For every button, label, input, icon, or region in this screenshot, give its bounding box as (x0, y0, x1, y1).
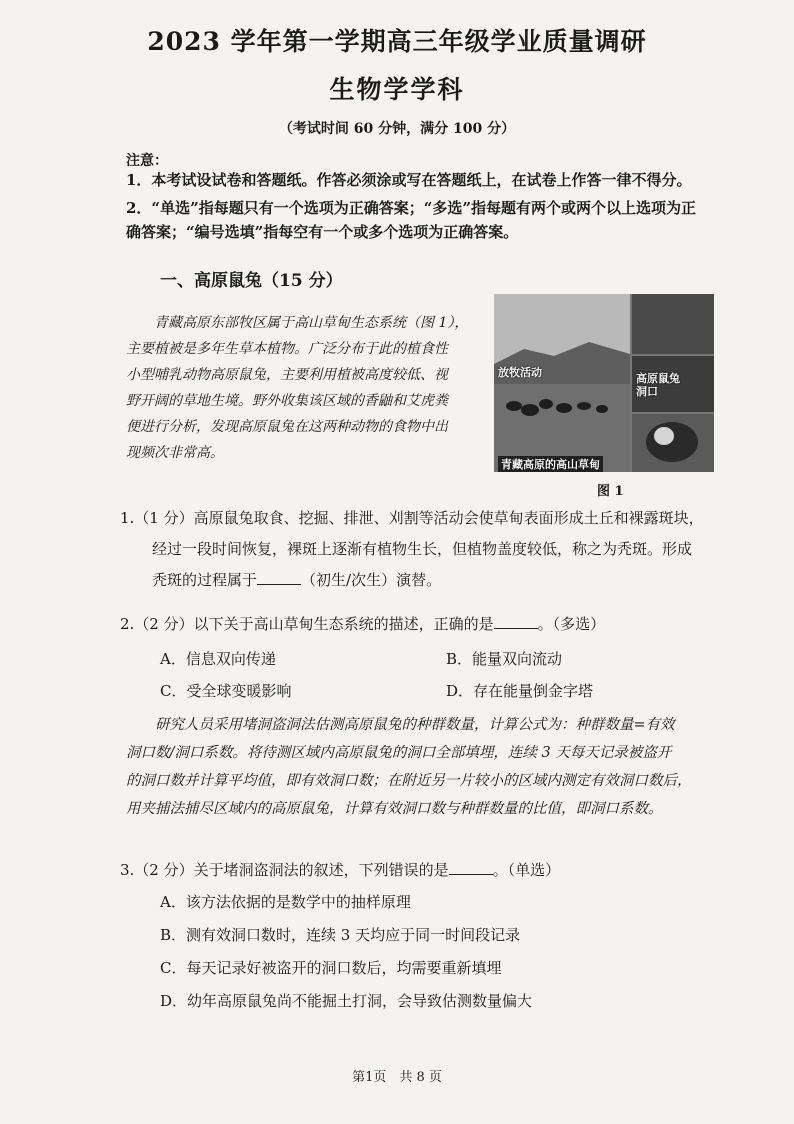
section-title: 一、高原鼠兔（15 分） (160, 271, 343, 291)
q2-answer-blank[interactable] (494, 612, 538, 629)
figure-1-photo (494, 294, 714, 472)
label-meadow: 青藏高原的高山草甸 (498, 456, 603, 472)
q3-option-d: D．幼年高原鼠兔尚不能掘土打洞，会导致估测数量偏大 (160, 992, 533, 1010)
q3-option-c: C．每天记录好被盗开的洞口数后，均需要重新填埋 (160, 959, 502, 977)
q2-option-c: C．受全球变暖影响 (160, 682, 292, 700)
method-line-3: 的洞口数并计算平均值，即有效洞口数；在附近另一片较小的区域内测定有效洞口数后， (126, 773, 692, 789)
method-line-1: 研究人员采用堵洞盗洞法估测高原鼠兔的种群数量，计算公式为：种群数量=有效 (155, 717, 675, 733)
label-grazing: 放牧活动 (498, 366, 542, 379)
notice-item-2-line1: 2．“单选”指每题只有一个选项为正确答案；“多选”指每题有两个或两个以上选项为正 (126, 199, 696, 217)
q1-line-3 (152, 565, 441, 595)
figure-1-caption: 图 1 (597, 484, 624, 499)
notice-item-2-line2: 确答案；“编号选填”指每空有一个或多个选项为正确答案。 (126, 223, 519, 241)
notice-heading: 注意： (126, 153, 168, 169)
q2-option-b: B．能量双向流动 (446, 650, 563, 668)
intro-line-2: 主要植被是多年生草本植物。广泛分布于此的植食性 (126, 341, 448, 357)
q3-option-b: B．测有效洞口数时，连续 3 天均应于同一时间段记录 (160, 926, 521, 944)
exam-info: （考试时间 60 分钟，满分 100 分） (278, 121, 516, 137)
q3-stem-pre: 3.（2 分）关于堵洞盗洞法的叙述，下列错误的是 (120, 861, 449, 879)
q1-line-1: 1.（1 分）高原鼠兔取食、挖掘、排泄、刈割等活动会使草甸表面形成土丘和裸露斑块， (120, 509, 704, 527)
intro-line-4: 野开阔的草地生境。野外收集该区域的香鼬和艾虎粪 (126, 393, 448, 409)
q3-answer-blank[interactable] (449, 858, 493, 875)
intro-line-1: 青藏高原东部牧区属于高山草甸生态系统（图 1）， (154, 315, 469, 331)
label-burrow: 高原鼠兔洞口 (636, 372, 680, 398)
q1-answer-blank[interactable] (257, 568, 301, 585)
intro-line-6: 现频次非常高。 (126, 445, 224, 461)
page-number: 第1页 共 8 页 (352, 1070, 442, 1085)
q1-line-3-pre: 秃斑的过程属于 (152, 571, 258, 589)
q3-option-a: A．该方法依据的是数学中的抽样原理 (160, 893, 411, 911)
q2-option-d: D．存在能量倒金字塔 (446, 682, 594, 700)
method-line-4: 用夹捕法捕尽区域内的高原鼠兔，计算有效洞口数与种群数量的比值，即洞口系数。 (126, 801, 663, 817)
q2-option-a: A．信息双向传递 (160, 650, 276, 668)
q1-line-2: 经过一段时间恢复，裸斑上逐渐有植物生长，但植物盖度较低，称之为秃斑。形成 (152, 540, 693, 558)
intro-line-3: 小型哺乳动物高原鼠兔，主要利用植被高度较低、视 (126, 367, 448, 383)
method-line-2: 洞口数/洞口系数。将待测区域内高原鼠兔的洞口全部填埋，连续 3 天每天记录被盗开 (126, 745, 672, 761)
q3-stem (120, 855, 560, 885)
q2-stem (120, 609, 605, 639)
q2-stem-post: 。（多选） (537, 615, 606, 633)
q1-line-3-post: （初生/次生）演替。 (301, 571, 442, 589)
q2-stem-pre: 2.（2 分）以下关于高山草甸生态系统的描述，正确的是 (120, 615, 494, 633)
subject-title: 生物学学科 (329, 75, 465, 104)
exam-title: 2023 学年第一学期高三年级学业质量调研 (147, 27, 647, 56)
q3-stem-post: 。（单选） (492, 861, 561, 879)
intro-line-5: 便进行分析，发现高原鼠兔在这两种动物的食物中出 (126, 419, 448, 435)
notice-item-1: 1．本考试设试卷和答题纸。作答必须涂或写在答题纸上，在试卷上作答一律不得分。 (126, 171, 692, 189)
